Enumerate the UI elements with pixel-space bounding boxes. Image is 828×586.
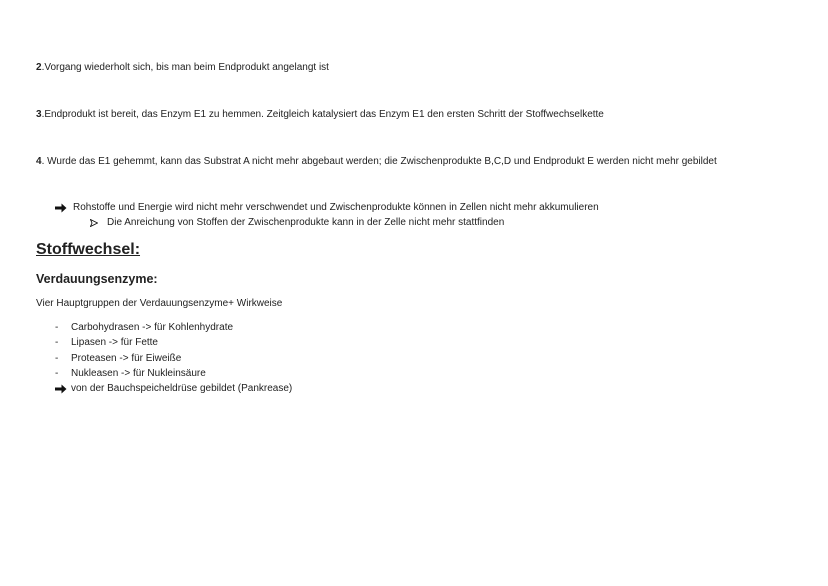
- list-item: [55, 336, 158, 349]
- step-number: 3: [36, 109, 42, 120]
- step-number: 4: [36, 156, 42, 167]
- dash-bullet: -: [55, 368, 59, 379]
- step-2: [36, 61, 329, 74]
- list-item-text: Lipasen -> für Fette: [71, 337, 158, 348]
- step-text: . Wurde das E1 gehemmt, kann das Substrat A nicht mehr abgebaut werden; die Zwischenprodukte B,C,D und Endprodukt E werden nicht mehr gebildet: [41, 156, 717, 167]
- right-arrow-icon: [55, 384, 67, 394]
- dash-bullet: -: [55, 353, 59, 364]
- dash-bullet: -: [55, 337, 59, 348]
- list-conclusion-row: [55, 382, 292, 395]
- intro-text: Vier Hauptgruppen der Verdauungsenzyme+ Wirkweise: [36, 298, 283, 309]
- sub-conclusion-row: [90, 216, 504, 229]
- list-item-text: Carbohydrasen -> für Kohlenhydrate: [71, 322, 234, 333]
- sub-conclusion-text: Die Anreichung von Stoffen der Zwischenprodukte kann in der Zelle nicht mehr stattfinden: [107, 217, 505, 228]
- step-text: .Endprodukt ist bereit, das Enzym E1 zu hemmen. Zeitgleich katalysiert das Enzym E1 den ersten Schritt der Stoffwechselkette: [41, 109, 604, 120]
- section-heading: Stoffwechsel:: [36, 241, 141, 258]
- dash-bullet: -: [55, 322, 59, 333]
- list-item-text: Nukleasen -> für Nukleinsäure: [71, 368, 206, 379]
- list-item: [55, 352, 181, 365]
- conclusion-text: Rohstoffe und Energie wird nicht mehr verschwendet und Zwischenprodukte können in Zellen nicht mehr akkumulieren: [73, 202, 599, 213]
- list-item-text: Proteasen -> für Eiweiße: [71, 353, 182, 364]
- subsection-heading: Verdauungsenzyme:: [36, 272, 158, 286]
- step-4: [36, 155, 717, 168]
- list-item: [55, 321, 233, 334]
- step-number: 2: [36, 62, 42, 73]
- step-text: .Vorgang wiederholt sich, bis man beim Endprodukt angelangt ist: [41, 62, 329, 73]
- step-3: [36, 108, 604, 121]
- triangle-bullet-icon: [90, 219, 98, 227]
- list-conclusion-text: von der Bauchspeicheldrüse gebildet (Pankrease): [71, 383, 293, 394]
- conclusion-row: [55, 201, 599, 214]
- list-item: [55, 367, 206, 380]
- right-arrow-icon: [55, 203, 67, 213]
